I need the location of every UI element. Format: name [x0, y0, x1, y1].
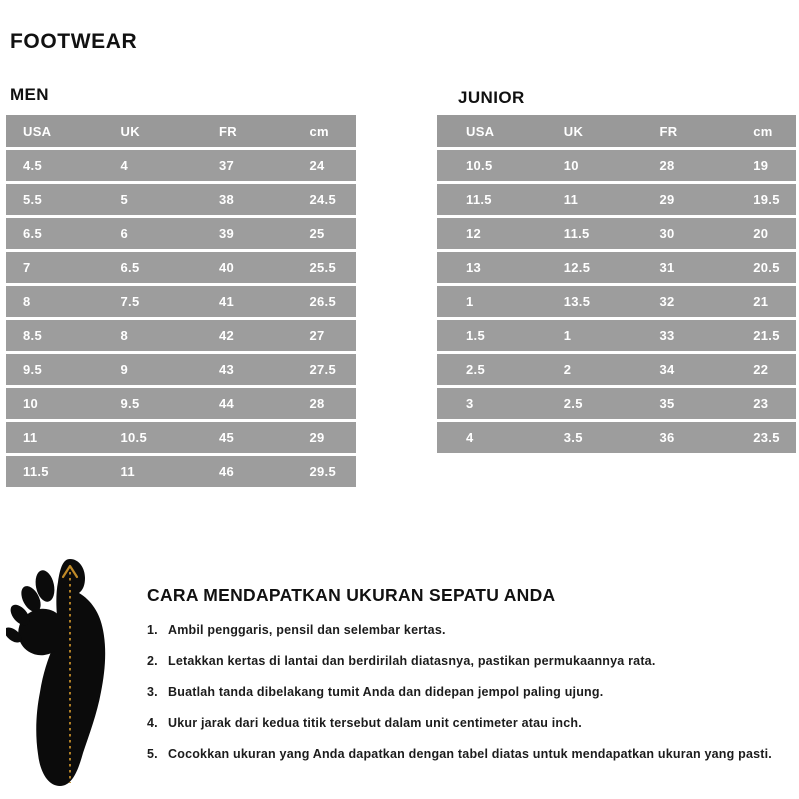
size-value: 10 [23, 396, 39, 411]
size-value: 10.5 [120, 430, 148, 445]
guide-step-text: Ukur jarak dari kedua titik tersebut dalam unit centimeter atau inch. [168, 716, 582, 730]
size-table-row [437, 320, 796, 351]
guide-step-text: Buatlah tanda dibelakang tumit Anda dan didepan jempol paling ujung. [168, 685, 604, 699]
size-value: 9 [120, 362, 129, 377]
column-header: cm [753, 123, 773, 139]
guide-step-text: Ambil penggaris, pensil dan selembar kertas. [168, 623, 446, 637]
column-header: USA [23, 123, 52, 139]
guide-step [147, 623, 795, 637]
size-value: 32 [659, 294, 675, 309]
size-value: 10 [563, 158, 579, 173]
size-value: 6 [120, 226, 129, 241]
column-header: cm [309, 123, 329, 139]
size-value: 7.5 [120, 294, 140, 309]
column-header: FR [659, 123, 678, 139]
size-value: 39 [219, 226, 235, 241]
size-table-row [6, 252, 356, 283]
size-value: 34 [659, 362, 675, 377]
guide-step [147, 716, 795, 730]
size-value: 43 [219, 362, 235, 377]
size-value: 42 [219, 328, 235, 343]
guide-step-number: 4. [147, 716, 158, 730]
size-value: 11 [563, 192, 579, 207]
size-value: 9.5 [23, 362, 42, 377]
men-section-label: MEN [10, 85, 49, 104]
size-value: 24.5 [309, 192, 337, 207]
size-value: 9.5 [120, 396, 140, 411]
size-value: 13.5 [563, 294, 591, 309]
size-value: 40 [219, 260, 235, 275]
size-table-row [437, 422, 796, 453]
foot-silhouette [6, 559, 105, 786]
guide-step-number: 2. [147, 654, 158, 668]
guide-steps-list [147, 623, 795, 778]
size-value: 5.5 [23, 192, 42, 207]
size-value: 8 [23, 294, 31, 309]
size-table-row [437, 286, 796, 317]
guide-step [147, 747, 795, 761]
guide-step-text: Letakkan kertas di lantai dan berdirilah diatasnya, pastikan permukaannya rata. [168, 654, 656, 668]
size-value: 13 [466, 260, 482, 275]
size-value: 11.5 [23, 464, 49, 479]
size-value: 2 [563, 362, 572, 377]
size-value: 25 [309, 226, 325, 241]
size-value: 5 [120, 192, 129, 207]
size-value: 28 [659, 158, 675, 173]
size-value: 19 [753, 158, 769, 173]
size-table-row [6, 150, 356, 181]
men-size-table [6, 115, 356, 487]
column-header: USA [466, 123, 495, 139]
size-value: 21 [753, 294, 769, 309]
size-value: 19.5 [753, 192, 780, 207]
size-value: 29.5 [309, 464, 337, 479]
size-value: 23.5 [753, 430, 780, 445]
size-table-row [437, 218, 796, 249]
size-value: 41 [219, 294, 235, 309]
size-value: 27 [309, 328, 325, 343]
size-value: 28 [309, 396, 325, 411]
size-value: 11.5 [466, 192, 492, 207]
guide-step-text: Cocokkan ukuran yang Anda dapatkan dengan tabel diatas untuk mendapatkan ukuran yang pasti. [168, 747, 772, 761]
size-value: 27.5 [309, 362, 337, 377]
size-value: 31 [659, 260, 675, 275]
size-table-row [6, 286, 356, 317]
size-value: 1 [466, 294, 474, 309]
size-table-row [6, 320, 356, 351]
size-value: 10.5 [466, 158, 493, 173]
size-value: 38 [219, 192, 235, 207]
size-table-header-row [437, 115, 796, 147]
size-value: 25.5 [309, 260, 337, 275]
size-value: 23 [753, 396, 769, 411]
size-value: 20.5 [753, 260, 780, 275]
guide-step-number: 3. [147, 685, 158, 699]
size-value: 3.5 [563, 430, 583, 445]
size-value: 11 [23, 430, 38, 445]
size-value: 20 [753, 226, 769, 241]
size-value: 26.5 [309, 294, 337, 309]
size-value: 1 [563, 328, 572, 343]
page-title: FOOTWEAR [10, 30, 138, 53]
size-table-row [437, 150, 796, 181]
size-table-row [6, 456, 356, 487]
junior-section-label: JUNIOR [458, 88, 525, 107]
size-table-row [437, 388, 796, 419]
size-value: 12.5 [563, 260, 591, 275]
size-value: 4.5 [23, 158, 42, 173]
size-value: 8 [120, 328, 129, 343]
size-value: 24 [309, 158, 325, 173]
size-table-row [437, 252, 796, 283]
size-table-row [6, 422, 356, 453]
foot-measure-illustration-icon [6, 556, 118, 796]
size-value: 3 [466, 396, 474, 411]
size-value: 22 [753, 362, 769, 377]
size-value: 30 [659, 226, 675, 241]
size-value: 45 [219, 430, 235, 445]
column-header: FR [219, 123, 237, 139]
size-table-row [6, 218, 356, 249]
size-value: 11 [120, 464, 135, 479]
size-value: 2.5 [466, 362, 485, 377]
size-value: 1.5 [466, 328, 485, 343]
guide-step-number: 1. [147, 623, 158, 637]
junior-size-table [437, 115, 796, 453]
size-value: 21.5 [753, 328, 780, 343]
size-table-row [437, 184, 796, 215]
column-header: UK [563, 123, 584, 139]
guide-step [147, 654, 795, 668]
size-value: 44 [219, 396, 235, 411]
size-value: 35 [659, 396, 675, 411]
size-value: 4 [466, 430, 474, 445]
size-value: 2.5 [563, 396, 583, 411]
size-value: 37 [219, 158, 235, 173]
size-value: 36 [659, 430, 675, 445]
guide-title: CARA MENDAPATKAN UKURAN SEPATU ANDA [147, 585, 556, 605]
size-table-row [437, 354, 796, 385]
size-value: 46 [219, 464, 235, 479]
guide-step-number: 5. [147, 747, 158, 761]
size-value: 7 [23, 260, 31, 275]
column-header: UK [120, 123, 140, 139]
size-value: 33 [659, 328, 675, 343]
size-value: 6.5 [120, 260, 140, 275]
size-table-header-row [6, 115, 356, 147]
size-value: 29 [309, 430, 325, 445]
size-value: 12 [466, 226, 482, 241]
size-table-row [6, 184, 356, 215]
size-value: 8.5 [23, 328, 42, 343]
guide-step [147, 685, 795, 699]
size-table-row [6, 354, 356, 385]
size-value: 11.5 [563, 226, 590, 241]
size-table-row [6, 388, 356, 419]
size-value: 6.5 [23, 226, 42, 241]
size-value: 29 [659, 192, 675, 207]
size-value: 4 [120, 158, 129, 173]
